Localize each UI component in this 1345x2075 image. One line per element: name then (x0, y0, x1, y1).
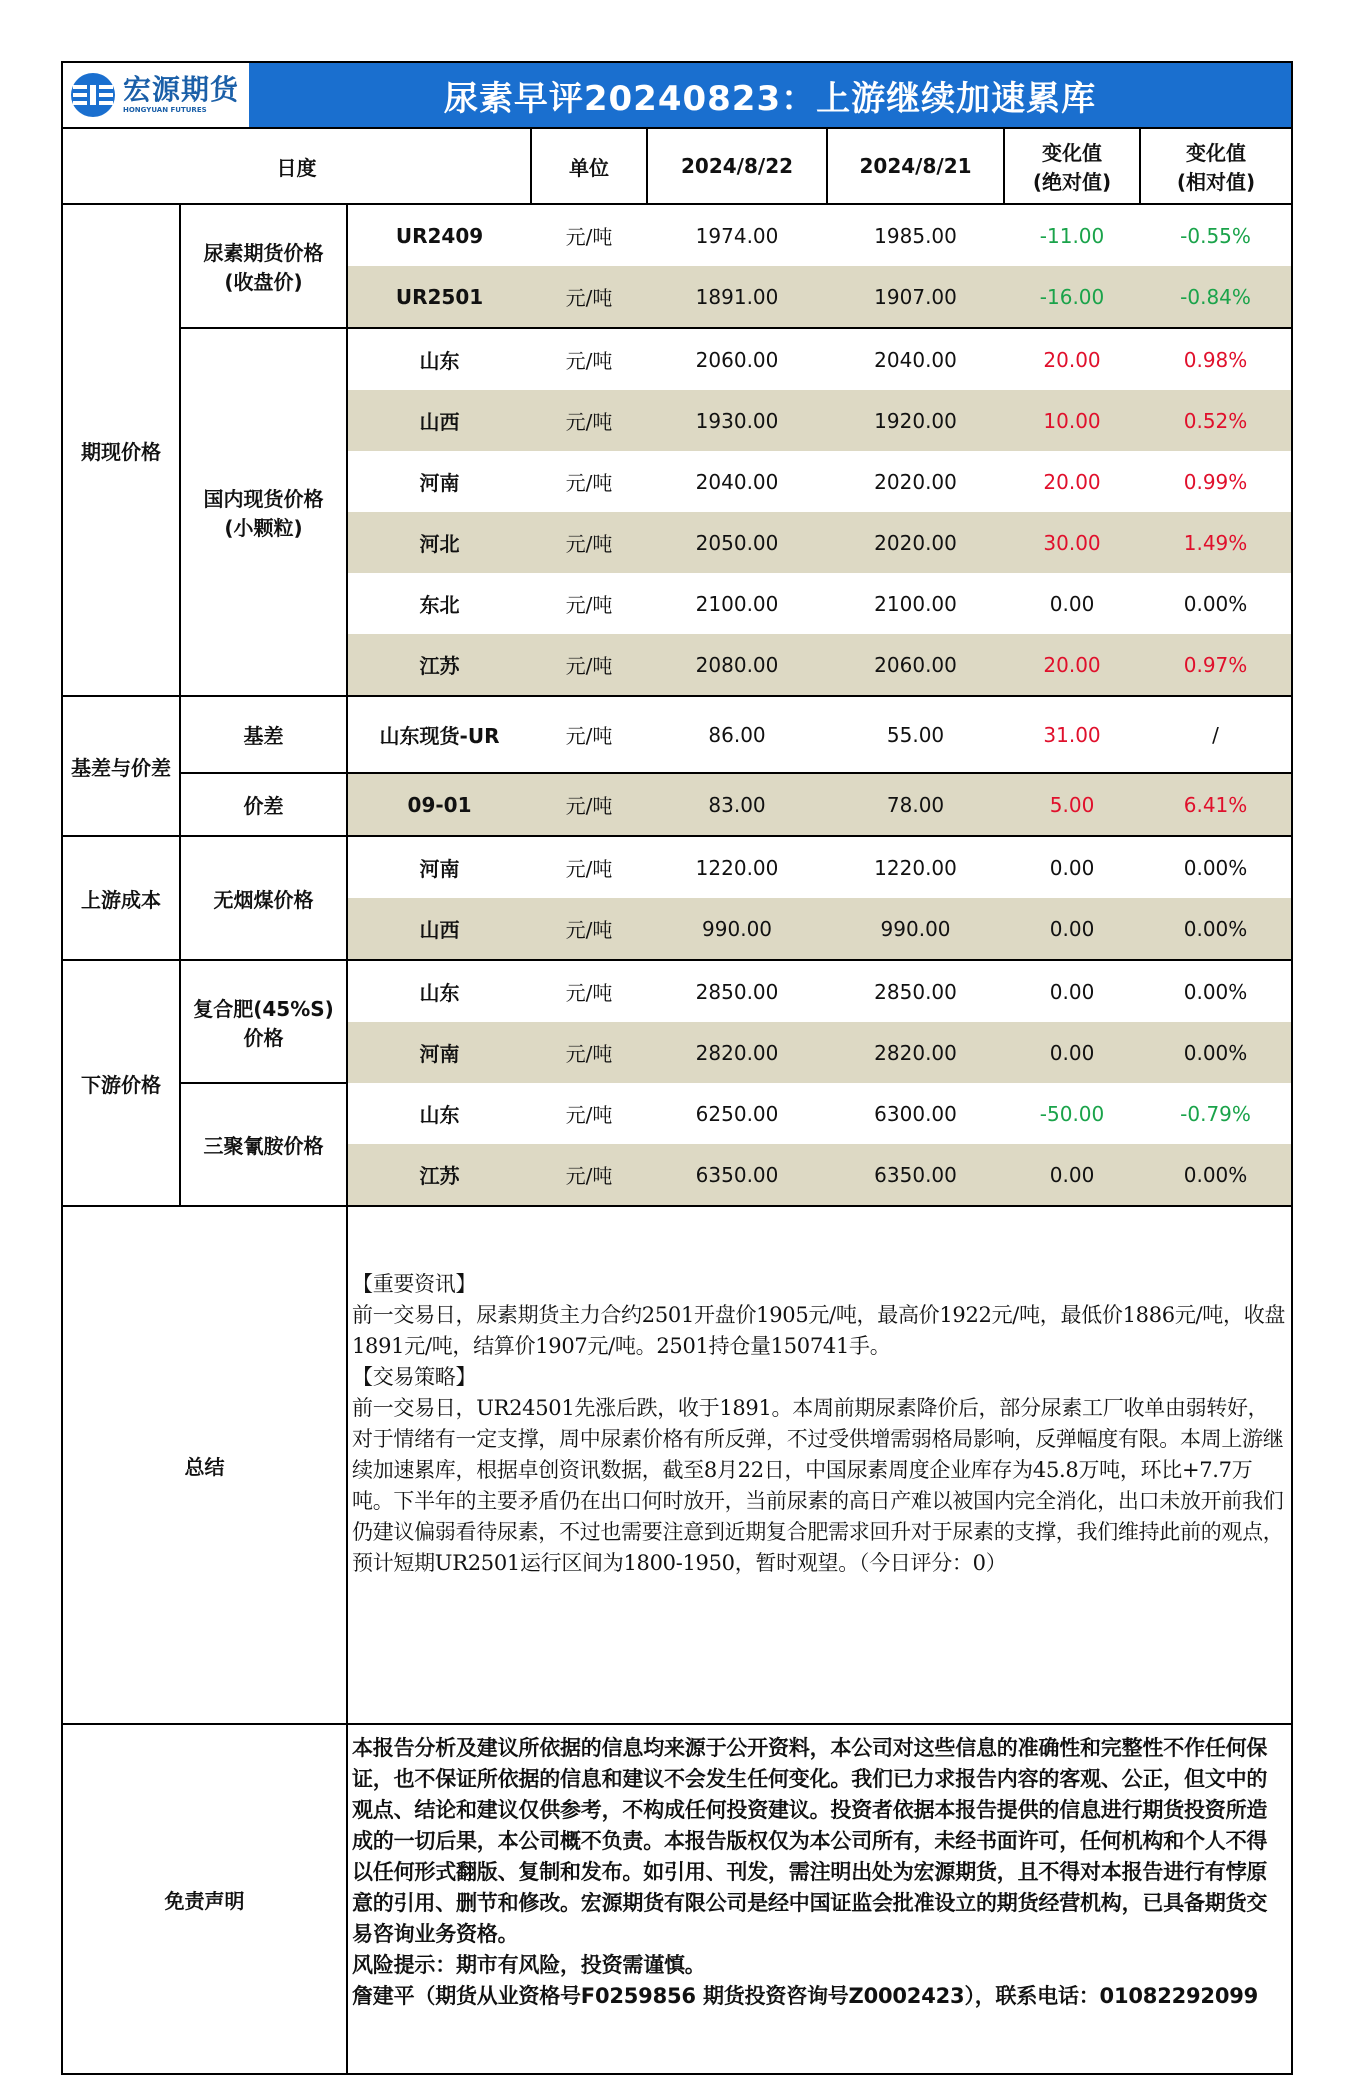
row-date2: 1985.00 (874, 223, 957, 248)
row-date2: 78.00 (827, 773, 1004, 836)
row-date1: 2050.00 (647, 512, 827, 573)
row-unit: 元/吨 (565, 593, 613, 617)
risk-notice: 风险提示：期市有风险，投资需谨慎。 (352, 1953, 706, 1977)
row-unit: 元/吨 (531, 696, 647, 773)
row-unit: 元/吨 (531, 266, 647, 328)
report-sheet (61, 61, 1293, 2075)
subcat-coal: 无烟煤价格 (180, 836, 347, 960)
row-rel-change: 0.00% (1183, 591, 1248, 616)
table-row (63, 773, 1291, 836)
subcat-spot: 国内现货价格 (小颗粒) (180, 328, 347, 696)
category-downstream: 下游价格 (63, 960, 180, 1206)
row-unit: 元/吨 (531, 1022, 647, 1083)
row-rel-change: 0.00% (1140, 1144, 1291, 1206)
row-date1: 2080.00 (647, 634, 827, 696)
row-unit: 元/吨 (531, 512, 647, 573)
row-rel-change: 0.00% (1183, 855, 1248, 880)
row-date2: 1920.00 (827, 390, 1004, 451)
row-name: 09-01 (347, 773, 531, 836)
row-date1: 86.00 (647, 696, 827, 773)
row-date1: 1891.00 (647, 266, 827, 328)
row-date2: 2020.00 (827, 512, 1004, 573)
row-unit: 元/吨 (531, 1144, 647, 1206)
row-name: 江苏 (347, 634, 531, 696)
row-unit: 元/吨 (531, 390, 647, 451)
subcat-futures: 尿素期货价格 (收盘价) (180, 204, 347, 328)
row-rel-change: -0.79% (1180, 1101, 1251, 1126)
disclaimer-text (347, 1724, 1291, 2073)
row-rel-change: / (1140, 696, 1291, 773)
row-date1: 990.00 (647, 898, 827, 960)
row-abs-change: 20.00 (1043, 469, 1101, 494)
strategy-body: 前一交易日，UR24501先涨后跌，收于1891。本周前期尿素降价后，部分尿素工厂收单由弱转好，对于情绪有一定支撑，周中尿素价格有所反弹，不过受供增需弱格局影响，反弹幅度有限。本周上游继续加速累库，根据卓创资讯数据，截至8月22日，中国尿素周度企业库存为45.8万吨，环比+7.7万吨。下半年的主要矛盾仍在出口何时放开，当前尿素的高日产难以被国内完全消化，出口未放开前我们仍建议偏弱看待尿素，不过也需要注意到近期复合肥需求回升对于尿素的支撑，我们维持此前的观点，预计短期UR2501运行区间为1800-1950，暂时观望。（今日评分：0） (352, 1396, 1284, 1575)
row-date1: 2060.00 (695, 347, 779, 372)
logo-english: HONGYUAN FUTURES (123, 106, 207, 114)
company-logo (63, 63, 249, 127)
row-date2: 1907.00 (827, 266, 1004, 328)
row-rel-change: 0.99% (1183, 469, 1248, 494)
row-name: 山东 (419, 1103, 460, 1127)
news-heading: 【重要资讯】 (352, 1272, 477, 1296)
price-table (63, 129, 1291, 1207)
col-abs-change: 变化值 (绝对值) (1004, 129, 1140, 204)
row-abs-change: 5.00 (1004, 773, 1140, 836)
row-date1: 2040.00 (695, 469, 779, 494)
col-date2: 2024/8/21 (827, 129, 1004, 204)
row-abs-change: -11.00 (1039, 223, 1105, 248)
col-unit: 单位 (531, 129, 647, 204)
summary-table (63, 1207, 1291, 2073)
row-name: 山西 (347, 390, 531, 451)
row-date2: 2040.00 (874, 347, 957, 372)
row-unit: 元/吨 (531, 773, 647, 836)
row-name: 山东 (419, 981, 460, 1005)
news-body: 前一交易日，尿素期货主力合约2501开盘价1905元/吨，最高价1922元/吨，最低价1886元/吨，收盘1891元/吨，结算价1907元/吨。2501持仓量150741手。 (352, 1303, 1286, 1358)
row-unit: 元/吨 (565, 471, 613, 495)
row-abs-change: -16.00 (1004, 266, 1140, 328)
row-rel-change: 6.41% (1140, 773, 1291, 836)
row-date2: 990.00 (827, 898, 1004, 960)
logo-icon (69, 71, 117, 119)
disclaimer-row (63, 1724, 1291, 2073)
table-row (63, 328, 1291, 390)
row-unit: 元/吨 (565, 225, 613, 249)
row-abs-change: 20.00 (1004, 634, 1140, 696)
row-abs-change: 30.00 (1004, 512, 1140, 573)
row-date2: 2060.00 (827, 634, 1004, 696)
category-upstream: 上游成本 (63, 836, 180, 960)
row-unit: 元/吨 (565, 981, 613, 1005)
row-date2: 1220.00 (874, 855, 957, 880)
category-basis: 基差与价差 (63, 696, 180, 836)
row-rel-change: 0.98% (1183, 347, 1248, 372)
summary-row (63, 1207, 1291, 1724)
row-name: 山东 (419, 349, 460, 373)
category-spot-futures: 期现价格 (63, 204, 180, 696)
row-rel-change: 0.52% (1140, 390, 1291, 451)
row-abs-change: -50.00 (1039, 1101, 1105, 1126)
row-date2: 2100.00 (874, 591, 957, 616)
table-row (63, 960, 1291, 1022)
subcat-melamine: 三聚氰胺价格 (180, 1083, 347, 1206)
table-row (63, 696, 1291, 773)
header-row (63, 129, 1291, 204)
report-title: 尿素早评20240823：上游继续加速累库 (249, 63, 1291, 127)
row-name: UR2409 (395, 223, 484, 248)
row-date2: 2850.00 (874, 979, 957, 1004)
row-abs-change: 31.00 (1004, 696, 1140, 773)
row-name: UR2501 (347, 266, 531, 328)
row-name: 河南 (419, 857, 460, 881)
row-date1: 6250.00 (695, 1101, 779, 1126)
summary-text (347, 1207, 1291, 1724)
row-name: 河北 (347, 512, 531, 573)
row-rel-change: 0.00% (1140, 1022, 1291, 1083)
row-rel-change: 0.00% (1140, 898, 1291, 960)
row-abs-change: 0.00 (1004, 1022, 1140, 1083)
row-rel-change: 1.49% (1140, 512, 1291, 573)
strategy-heading: 【交易策略】 (352, 1365, 477, 1389)
row-date2: 2020.00 (874, 469, 957, 494)
row-rel-change: -0.84% (1140, 266, 1291, 328)
subcat-basis: 基差 (180, 696, 347, 773)
row-name: 山西 (347, 898, 531, 960)
row-rel-change: 0.00% (1183, 979, 1248, 1004)
row-abs-change: 10.00 (1004, 390, 1140, 451)
row-date2: 6350.00 (827, 1144, 1004, 1206)
row-date1: 2850.00 (695, 979, 779, 1004)
row-name: 江苏 (347, 1144, 531, 1206)
subcat-spread: 价差 (180, 773, 347, 836)
row-abs-change: 0.00 (1004, 898, 1140, 960)
row-name: 山东现货-UR (347, 696, 531, 773)
row-date1: 2100.00 (695, 591, 779, 616)
row-date2: 55.00 (827, 696, 1004, 773)
analyst-contact: 詹建平（期货从业资格号F0259856 期货投资咨询号Z0002423），联系电话：01082292099 (352, 1984, 1259, 2008)
row-date2: 6300.00 (874, 1101, 957, 1126)
row-abs-change: 0.00 (1049, 591, 1095, 616)
row-unit: 元/吨 (531, 634, 647, 696)
row-rel-change: 0.97% (1140, 634, 1291, 696)
row-name: 河南 (419, 471, 460, 495)
table-row (63, 1083, 1291, 1144)
disclaimer-label: 免责声明 (63, 1724, 347, 2073)
row-date1: 2820.00 (647, 1022, 827, 1083)
row-abs-change: 0.00 (1049, 979, 1095, 1004)
row-date1: 83.00 (647, 773, 827, 836)
table-row (63, 204, 1291, 266)
row-date1: 1220.00 (695, 855, 779, 880)
summary-label: 总结 (63, 1207, 347, 1724)
col-date1: 2024/8/22 (647, 129, 827, 204)
row-abs-change: 0.00 (1049, 855, 1095, 880)
row-rel-change: -0.55% (1180, 223, 1251, 248)
title-bar (63, 61, 1291, 129)
disclaimer-body: 本报告分析及建议所依据的信息均来源于公开资料，本公司对这些信息的准确性和完整性不作任何保证，也不保证所依据的信息和建议不会发生任何变化。我们已力求报告内容的客观、公正，但文中的观点、结论和建议仅供参考，不构成任何投资建议。投资者依据本报告提供的信息进行期货投资所造成的一切后果，本公司概不负责。本报告版权仅为本公司所有，未经书面许可，任何机构和个人不得以任何形式翻版、复制和发布。如引用、刊发，需注明出处为宏源期货，且不得对本报告进行有悖原意的引用、删节和修改。宏源期货有限公司是经中国证监会批准设立的期货经营机构，已具备期货交易咨询业务资格。 (352, 1736, 1268, 1946)
row-name: 东北 (419, 593, 460, 617)
row-date1: 6350.00 (647, 1144, 827, 1206)
logo-chinese: 宏源期货 (123, 73, 240, 106)
subcat-fertilizer: 复合肥(45%S) 价格 (180, 960, 347, 1083)
table-row (63, 836, 1291, 898)
row-unit: 元/吨 (531, 898, 647, 960)
row-name: 河南 (347, 1022, 531, 1083)
row-abs-change: 20.00 (1043, 347, 1101, 372)
row-unit: 元/吨 (565, 349, 613, 373)
row-abs-change: 0.00 (1004, 1144, 1140, 1206)
row-unit: 元/吨 (565, 1103, 613, 1127)
col-index: 日度 (63, 129, 531, 204)
row-date2: 2820.00 (827, 1022, 1004, 1083)
row-date1: 1974.00 (695, 223, 779, 248)
col-rel-change: 变化值 (相对值) (1140, 129, 1291, 204)
row-date1: 1930.00 (647, 390, 827, 451)
row-unit: 元/吨 (565, 857, 613, 881)
